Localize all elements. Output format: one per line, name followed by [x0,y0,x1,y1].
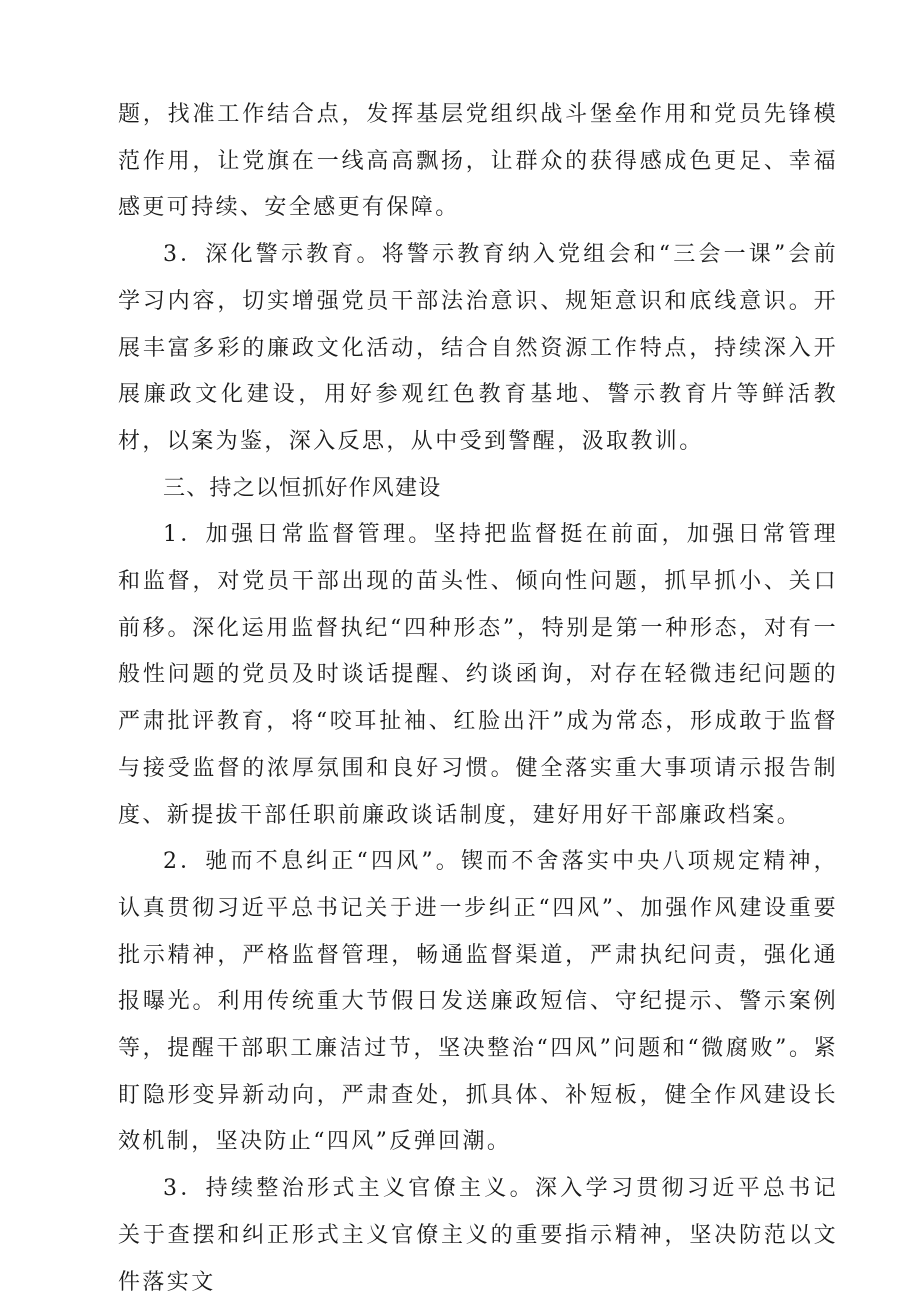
paragraph-item-formalism: 3．持续整治形式主义官僚主义。深入学习贯彻习近平总书记关于查摆和纠正形式主义官僚主义的重要指示精神，坚决防范以文件落实文 [118,1176,838,1295]
paragraph-item-four-winds: 2．驰而不息纠正“四风”。锲而不舍落实中央八项规定精神，认真贯彻习近平总书记关于进一步纠正“四风”、加强作风建设重要批示精神，严格监督管理，畅通监督渠道，严肃执纪问责，强化通报曝光。利用传统重大节假日发送廉政短信、守纪提示、警示案例等，提醒干部职工廉洁过节，坚决整治“四风”问题和“微腐败”。紧盯隐形变异新动向，严肃查处，抓具体、补短板，健全作风建设长效机制，坚决防止“四风”反弹回潮。 [118,849,838,1155]
paragraph-item-daily-supervision: 1．加强日常监督管理。坚持把监督挺在前面，加强日常管理和监督，对党员干部出现的苗头性、倾向性问题，抓早抓小、关口前移。深化运用监督执纪“四种形态”，特别是第一种形态，对有一般性问题的党员及时谈话提醒、约谈函询，对存在轻微违纪问题的严肃批评教育，将“咬耳扯袖、红脸出汗”成为常态，形成敢于监督与接受监督的浓厚氛围和良好习惯。健全落实重大事项请示报告制度、新提拔干部任职前廉政谈话制度，建好用好干部廉政档案。 [118,522,838,828]
paragraph-item-warning-education: 3．深化警示教育。将警示教育纳入党组会和“三会一课”会前学习内容，切实增强党员干部法治意识、规矩意识和底线意识。开展丰富多彩的廉政文化活动，结合自然资源工作特点，持续深入开展廉政文化建设，用好参观红色教育基地、警示教育片等鲜活教材，以案为鉴，深入反思，从中受到警醒，汲取教训。 [118,242,838,454]
document-body [118,92,838,1306]
paragraph-continuation: 题，找准工作结合点，发挥基层党组织战斗堡垒作用和党员先锋模范作用，让党旗在一线高高飘扬，让群众的获得感成色更足、幸福感更可持续、安全感更有保障。 [118,102,838,221]
section-heading: 三、持之以恒抓好作风建设 [163,475,442,501]
